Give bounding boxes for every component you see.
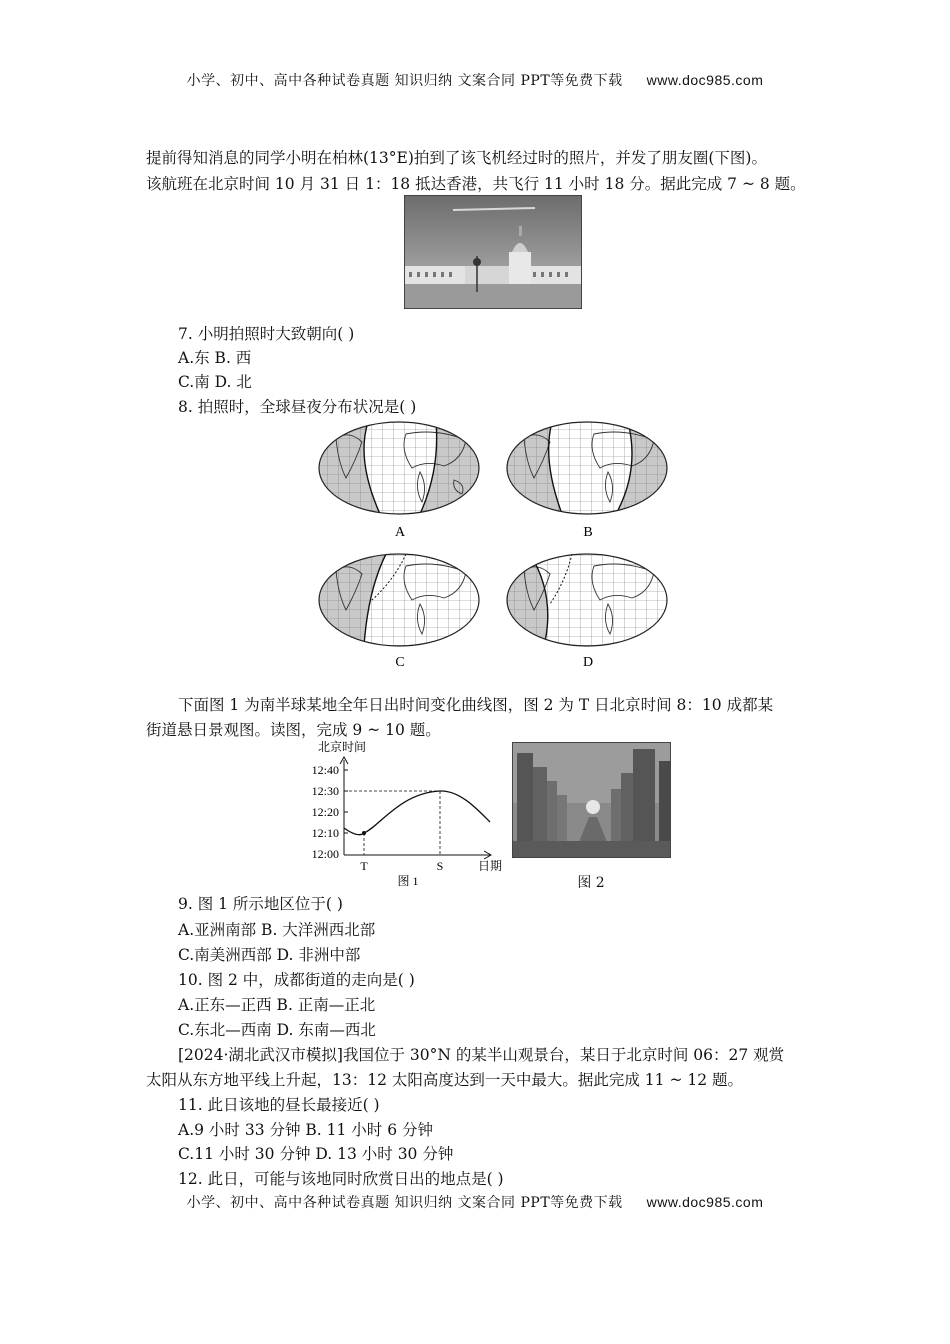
fig1-ytick-1230: 12:30 <box>311 784 339 798</box>
map-d[interactable] <box>502 550 668 650</box>
q9-options-cd[interactable]: C.南美洲西部 D. 非洲中部 <box>178 946 361 964</box>
q11-options-cd[interactable]: C.11 小时 30 分钟 D. 13 小时 30 分钟 <box>178 1145 454 1163</box>
fig1-ytick-1200: 12:00 <box>311 847 339 861</box>
intro-line-1: 提前得知消息的同学小明在柏林(13°E)拍到了该飞机经过时的照片，并发了朋友圈(下图)。 <box>146 149 767 167</box>
q10-options-ab[interactable]: A.正东—正西 B. 正南—正北 <box>178 996 376 1014</box>
figure-1-sunrise-chart <box>300 738 510 888</box>
berlin-palace-photo <box>404 195 582 309</box>
map-a[interactable] <box>316 420 486 520</box>
map-b[interactable] <box>502 420 668 520</box>
question-10: 10. 图 2 中，成都街道的走向是( ) <box>178 971 415 989</box>
fig1-ylabel: 北京时间 <box>318 740 367 754</box>
footer-text: 小学、初中、高中各种试卷真题 知识归纳 文案合同 PPT等免费下载 <box>186 1195 623 1211</box>
figure-2-street-photo <box>512 742 671 858</box>
page-footer <box>0 1192 950 1212</box>
question-11: 11. 此日该地的昼长最接近( ) <box>178 1096 380 1114</box>
p2-line-1: 下面图 1 为南半球某地全年日出时间变化曲线图，图 2 为 T 日北京时间 8：10 成都某 <box>178 696 774 714</box>
map-label-a: A <box>394 525 406 540</box>
map-label-c: C <box>395 655 405 670</box>
map-label-b: B <box>583 525 593 540</box>
fig1-xlabel: 日期 <box>478 859 503 873</box>
fig1-xtick-t: T <box>360 859 368 873</box>
p3-line-2: 太阳从东方地平线上升起，13：12 太阳高度达到一天中最大。据此完成 11 ~ 12 题。 <box>146 1071 744 1089</box>
map-c[interactable] <box>316 550 486 650</box>
fig1-caption: 图 1 <box>397 874 419 888</box>
fig2-caption: 图 2 <box>577 875 605 891</box>
intro-line-2: 该航班在北京时间 10 月 31 日 1：18 抵达香港，共飞行 11 小时 18 分。据此完成 7 ~ 8 题。 <box>146 175 806 193</box>
question-12: 12. 此日，可能与该地同时欣赏日出的地点是( ) <box>178 1170 504 1188</box>
q7-options-ab[interactable]: A.东 B. 西 <box>178 349 252 367</box>
header-text: 小学、初中、高中各种试卷真题 知识归纳 文案合同 PPT等免费下载 <box>186 73 623 89</box>
day-night-maps <box>316 420 668 670</box>
fig1-ytick-1220: 12:20 <box>311 805 339 819</box>
fig1-ytick-1240: 12:40 <box>311 763 339 777</box>
map-label-d: D <box>582 655 594 670</box>
question-7: 7. 小明拍照时大致朝向( ) <box>178 325 355 343</box>
header-site[interactable]: www.doc985.com <box>646 72 764 88</box>
question-9: 9. 图 1 所示地区位于( ) <box>178 895 343 913</box>
q9-options-ab[interactable]: A.亚洲南部 B. 大洋洲西北部 <box>178 921 376 939</box>
fig1-ytick-1210: 12:10 <box>311 826 339 840</box>
fig1-xtick-s: S <box>436 859 444 873</box>
q7-options-cd[interactable]: C.南 D. 北 <box>178 373 252 391</box>
page-header <box>0 70 950 90</box>
fig1-sunrise-curve <box>344 791 490 835</box>
p3-line-1: [2024·湖北武汉市模拟]我国位于 30°N 的某半山观景台，某日于北京时间 06：27 观赏 <box>178 1046 785 1064</box>
question-8: 8. 拍照时，全球昼夜分布状况是( ) <box>178 398 417 416</box>
q11-options-ab[interactable]: A.9 小时 33 分钟 B. 11 小时 6 分钟 <box>178 1121 434 1139</box>
footer-site[interactable]: www.doc985.com <box>646 1194 764 1210</box>
p2-line-2: 街道悬日景观图。读图，完成 9 ~ 10 题。 <box>146 721 441 739</box>
q10-options-cd[interactable]: C.东北—西南 D. 东南—西北 <box>178 1021 376 1039</box>
